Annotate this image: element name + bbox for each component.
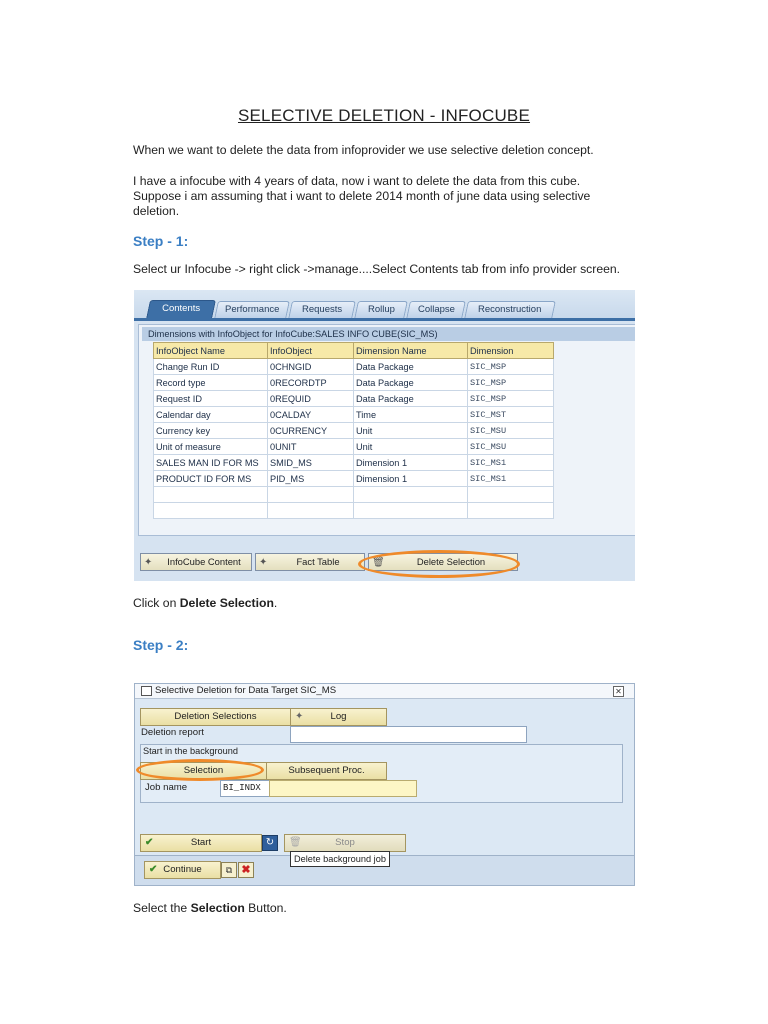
intro-paragraph: When we want to delete the data from infoprovider we use selective deletion concept.	[133, 143, 594, 157]
table-row[interactable]	[154, 423, 554, 439]
tab-underline	[134, 318, 635, 321]
close-icon[interactable]: ✕	[613, 686, 624, 697]
table-cell[interactable]: SIC_MS1	[468, 471, 554, 487]
table-cell[interactable]: Change Run ID	[154, 359, 268, 375]
table-cell[interactable]: SIC_MSP	[468, 391, 554, 407]
table-row[interactable]	[154, 375, 554, 391]
tab-rollup[interactable]: Rollup	[354, 301, 408, 319]
glasses-icon: ✦	[259, 557, 268, 568]
step-1-caption: Click on Delete Selection.	[133, 596, 278, 610]
job-name-label: Job name	[145, 782, 188, 793]
table-cell[interactable]	[268, 503, 354, 519]
scenario-line: Suppose i am assuming that i want to delete 2014 month of june data using selective	[133, 189, 591, 203]
dimensions-panel-title: Dimensions with InfoObject for InfoCube:SALES INFO CUBE(SIC_MS)	[142, 327, 635, 341]
job-name-extension-field[interactable]	[269, 780, 417, 797]
cancel-icon[interactable]: ✖	[238, 862, 254, 878]
checkmark-icon: ✔	[149, 864, 158, 875]
subsequent-proc-button[interactable]: Subsequent Proc.	[266, 762, 387, 780]
glasses-icon: ✦	[295, 711, 304, 722]
scenario-line: deletion.	[133, 204, 180, 218]
table-cell[interactable]: 0UNIT	[268, 439, 354, 455]
step-1-instruction: Select ur Infocube -> right click ->manage....Select Contents tab from info provider screen.	[133, 262, 621, 276]
table-cell[interactable]: Unit of measure	[154, 439, 268, 455]
table-cell[interactable]: 0REQUID	[268, 391, 354, 407]
glasses-icon: ✦	[144, 557, 153, 568]
table-cell[interactable]	[468, 487, 554, 503]
table-cell[interactable]: Currency key	[154, 423, 268, 439]
table-cell[interactable]: PRODUCT ID FOR MS	[154, 471, 268, 487]
table-cell[interactable]: SIC_MS1	[468, 455, 554, 471]
trash-icon: 🗑	[289, 837, 302, 848]
copy-icon[interactable]: ⧉	[221, 862, 237, 878]
dimensions-table	[153, 342, 554, 519]
table-cell[interactable]: 0CURRENCY	[268, 423, 354, 439]
table-cell[interactable]: Data Package	[354, 375, 468, 391]
step-2-caption: Select the Selection Button.	[133, 901, 287, 915]
column-header[interactable]: InfoObject	[268, 343, 354, 359]
selection-button[interactable]: Selection	[140, 762, 267, 780]
table-cell[interactable]: Calendar day	[154, 407, 268, 423]
table-row[interactable]	[154, 455, 554, 471]
tab-strip	[134, 290, 635, 318]
table-cell[interactable]	[354, 487, 468, 503]
deletion-report-field[interactable]	[290, 726, 527, 743]
log-button[interactable]	[290, 708, 387, 726]
column-header[interactable]: InfoObject Name	[154, 343, 268, 359]
log-label: Log	[330, 711, 347, 722]
job-name-field[interactable]: BI_INDX	[220, 780, 270, 797]
continue-label: Continue	[163, 864, 202, 875]
table-row[interactable]	[154, 359, 554, 375]
step-2-heading: Step - 2:	[133, 637, 189, 653]
table-cell[interactable]: 0CALDAY	[268, 407, 354, 423]
table-cell[interactable]: Time	[354, 407, 468, 423]
delete-selection-button[interactable]: 🗑 Delete Selection	[368, 553, 518, 571]
table-row[interactable]	[154, 487, 554, 503]
table-cell[interactable]	[354, 503, 468, 519]
table-cell[interactable]	[154, 487, 268, 503]
table-cell[interactable]: Dimension 1	[354, 455, 468, 471]
table-row[interactable]	[154, 407, 554, 423]
table-cell[interactable]: SIC_MSU	[468, 423, 554, 439]
table-cell[interactable]: Dimension 1	[354, 471, 468, 487]
table-cell[interactable]: Unit	[354, 423, 468, 439]
deletion-report-label: Deletion report	[141, 727, 204, 738]
table-cell[interactable]: Data Package	[354, 359, 468, 375]
table-cell[interactable]	[468, 503, 554, 519]
table-cell[interactable]: Record type	[154, 375, 268, 391]
table-cell[interactable]: Data Package	[354, 391, 468, 407]
dimensions-panel	[138, 324, 635, 536]
table-cell[interactable]: PID_MS	[268, 471, 354, 487]
table-cell[interactable]: Unit	[354, 439, 468, 455]
background-group-title: Start in the background	[143, 746, 238, 756]
table-cell[interactable]: SIC_MSP	[468, 359, 554, 375]
table-cell[interactable]: 0CHNGID	[268, 359, 354, 375]
stop-button[interactable]	[284, 834, 406, 852]
page-title: SELECTIVE DELETION - INFOCUBE	[237, 106, 531, 125]
table-row[interactable]	[154, 391, 554, 407]
deletion-selections-button[interactable]: Deletion Selections	[140, 708, 291, 726]
column-header[interactable]: Dimension Name	[354, 343, 468, 359]
continue-button[interactable]	[144, 861, 221, 879]
table-cell[interactable]: SMID_MS	[268, 455, 354, 471]
table-cell[interactable]	[154, 503, 268, 519]
tab-contents[interactable]: Contents	[146, 300, 216, 319]
refresh-icon[interactable]: ↻	[262, 835, 278, 851]
window-icon	[141, 686, 152, 696]
dialog-title-bar	[135, 684, 634, 699]
start-button[interactable]	[140, 834, 262, 852]
table-row[interactable]	[154, 471, 554, 487]
table-cell[interactable]: SIC_MSU	[468, 439, 554, 455]
tab-collapse[interactable]: Collapse	[406, 301, 466, 319]
highlight-ring	[358, 550, 520, 578]
column-header[interactable]: Dimension	[468, 343, 554, 359]
tab-reconstruction[interactable]: Reconstruction	[464, 301, 556, 319]
table-row[interactable]	[154, 503, 554, 519]
start-label: Start	[190, 837, 212, 848]
fact-table-button[interactable]: ✦ Fact Table	[255, 553, 365, 571]
table-cell[interactable]: SIC_MSP	[468, 375, 554, 391]
infoprovider-manage-screenshot	[134, 290, 635, 581]
infocube-content-button[interactable]: ✦ InfoCube Content	[140, 553, 252, 571]
table-cell[interactable]	[268, 487, 354, 503]
table-cell[interactable]: SALES MAN ID FOR MS	[154, 455, 268, 471]
scenario-paragraph	[133, 174, 590, 219]
table-cell[interactable]: Request ID	[154, 391, 268, 407]
table-header-row	[154, 343, 554, 359]
highlight-ring	[136, 759, 264, 781]
table-cell[interactable]: 0RECORDTP	[268, 375, 354, 391]
step-1-heading: Step - 1:	[133, 233, 189, 249]
stop-label: Stop	[335, 837, 355, 848]
selective-deletion-dialog-screenshot	[134, 683, 635, 886]
checkmark-icon: ✔	[145, 837, 154, 848]
tab-requests[interactable]: Requests	[288, 301, 356, 319]
tooltip: Delete background job	[290, 851, 390, 867]
table-row[interactable]	[154, 439, 554, 455]
tab-performance[interactable]: Performance	[214, 301, 290, 319]
trash-icon: 🗑	[372, 557, 385, 568]
table-cell[interactable]: SIC_MST	[468, 407, 554, 423]
scenario-line: I have a infocube with 4 years of data, now i want to delete the data from this cube.	[133, 174, 581, 188]
dialog-title: Selective Deletion for Data Target SIC_MS	[155, 685, 337, 696]
